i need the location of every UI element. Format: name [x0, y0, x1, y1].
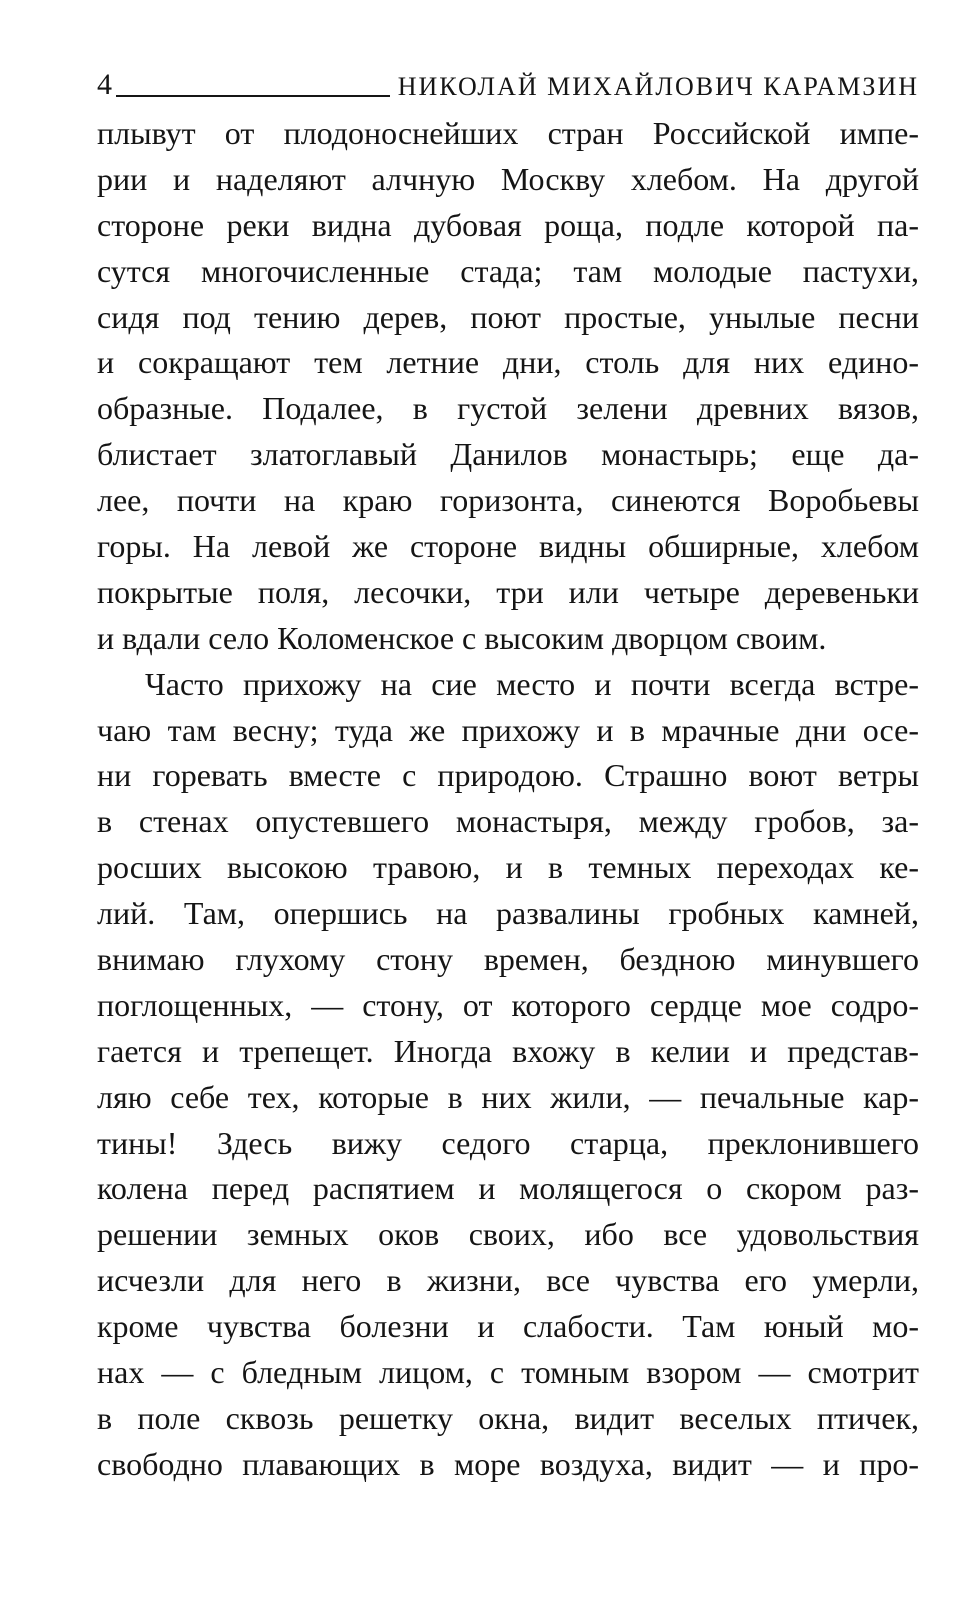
page-number: 4: [97, 68, 112, 101]
text-line: в поле сквозь решетку окна, видит веселых птичек,: [97, 1399, 919, 1436]
text-line: исчезли для него в жизни, все чувства его умерли,: [97, 1262, 919, 1299]
text-line: свободно плавающих в море воздуха, видит — и про-: [97, 1445, 919, 1482]
text-line: кроме чувства болезни и слабости. Там юный мо-: [97, 1308, 919, 1345]
text-line: поглощенных, — стону, от которого сердце мое содро-: [97, 986, 919, 1023]
paragraph-2: [97, 662, 919, 1488]
text-line: чаю там весну; туда же прихожу и в мрачные дни осе-: [97, 711, 919, 748]
text-line: в стенах опустевшего монастыря, между гробов, за-: [97, 803, 919, 840]
text-line: сутся многочисленные стада; там молодые пастухи,: [97, 252, 919, 289]
text-line: плывут от плодоноснейших стран Российской импе-: [97, 115, 919, 151]
text-line: рии и наделяют алчную Москву хлебом. На другой: [97, 160, 919, 197]
text-line: решении земных оков своих, ибо все удовольствия: [97, 1216, 919, 1253]
text-line: лее, почти на краю горизонта, синеются Воробьевы: [97, 482, 919, 519]
text-line: покрытые поля, лесочки, три или четыре деревеньки: [97, 573, 919, 610]
text-line: лий. Там, опершись на развалины гробных камней,: [97, 895, 919, 932]
text-line: блистает златоглавый Данилов монастырь; еще да-: [97, 436, 919, 473]
text-line: стороне реки видна дубовая роща, подле которой па-: [97, 206, 919, 243]
text-line: и сокращают тем летние дни, столь для них едино-: [97, 344, 919, 381]
text-line: ни горевать вместе с природою. Страшно воют ветры: [97, 757, 919, 794]
text-line: внимаю глухому стону времен, бездною минувшего: [97, 941, 919, 978]
text-line: гается и трепещет. Иногда вхожу в келии и представ-: [97, 1032, 919, 1069]
paragraph-1: [97, 111, 919, 662]
text-line: ляю себе тех, которые в них жили, — печальные кар-: [97, 1078, 919, 1115]
body-text: [97, 111, 919, 1488]
author-title: НИКОЛАЙ МИХАЙЛОВИЧ КАРАМЗИН: [397, 72, 919, 101]
running-head: [97, 60, 919, 100]
text-line: горы. На левой же стороне видны обширные, хлебом: [97, 528, 919, 565]
text-line: сидя под тению дерев, поют простые, унылые песни: [97, 298, 919, 335]
text-line: росших высокою травою, и в темных переходах ке-: [97, 849, 919, 886]
text-line: образные. Подалее, в густой зелени древних вязов,: [97, 390, 919, 427]
text-line: и вдали село Коломенское с высоким дворцом своим.: [97, 619, 827, 656]
text-line: нах — с бледным лицом, с томным взором — смотрит: [97, 1354, 919, 1391]
header-rule: [116, 95, 390, 97]
text-line: тины! Здесь вижу седого старца, преклонившего: [97, 1124, 919, 1161]
text-line: Часто прихожу на сие место и почти всегда встре-: [145, 665, 919, 702]
text-line: колена перед распятием и молящегося о скором раз-: [97, 1170, 919, 1207]
